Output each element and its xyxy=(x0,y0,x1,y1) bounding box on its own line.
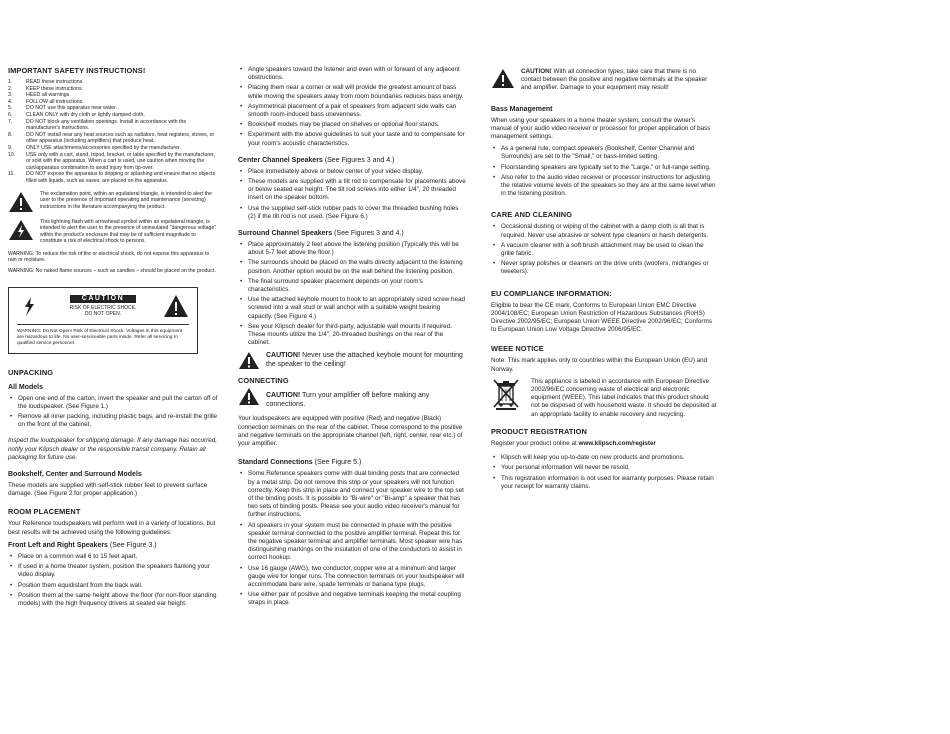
bookshelf-text: These models are supplied with self-stick rubber feet to prevent surface damage. (See Figure 2 for proper application.) xyxy=(8,482,208,498)
list-item: • Occasional dusting or wiping of the cabinet with a damp cloth is all that is required. Never use abrasive or solvent type cleaners or harsh detergents. xyxy=(491,223,717,239)
list-item: • Some Reference speakers come with dual binding posts that are connected by a metal strip. Do not remove this strip or your speakers will not function correctly. Keep this strip in place and connect your speaker wire to the top set of the binding posts. It is possible to "Bi-wire" or "Bi-amp" a speaker that has two sets of binding posts. Please see your audio video receiver's manual for further instructions. xyxy=(238,470,466,519)
warning-flame: WARNING: No naked flame sources – such as candles – should be placed on the product. xyxy=(8,268,216,275)
weee-title: WEEE NOTICE xyxy=(491,344,544,354)
caution-terminal-bold: CAUTION! xyxy=(521,68,552,75)
list-item: • Place approximately 2 feet above the listening position (Typically this will be about 5-7 feet above the floor.) xyxy=(238,241,466,257)
list-item: • The surrounds should be placed on the walls directly adjacent to the listening position. Another option would be on the wall behind the listening position. xyxy=(238,259,466,275)
lightning-warning-icon xyxy=(17,294,43,318)
caution-note: WARNING: Do Not Open! Risk of Electrical Shock. Voltages in this equipment are hazardous to life. No user-serviceable parts inside. Refer all servicing to qualified service personnel. xyxy=(17,324,189,347)
caution-label xyxy=(8,287,198,354)
safety-item-text: ONLY USE attachments/accessories specified by the manufacturer. xyxy=(26,144,181,151)
room-placement-text: Your Reference loudspeakers will perform well in a variety of locations, but best results will be achieved using the following guidelines: xyxy=(8,520,216,536)
list-item: • Floorstanding speakers are typically set to the "Large," or full-range setting. xyxy=(491,164,717,172)
weee-notice xyxy=(491,378,717,419)
care-title: CARE AND CLEANING xyxy=(491,210,573,220)
placement-guidelines-list xyxy=(238,66,466,148)
safety-item-number: 9. xyxy=(8,144,13,151)
list-item: • Also refer to the audio video receiver or processor instructions for adjusting the relative volume levels of the speakers so they are at the same level when in the listening position. xyxy=(491,174,717,199)
safety-item xyxy=(8,119,218,132)
list-item: • Klipsch will keep you up-to-date on new products and promotions. xyxy=(491,454,717,462)
lightning-notice xyxy=(8,219,218,245)
list-item: • Use 16 gauge (AWG), two conductor, copper wire at a minimum and larger gauge wire for longer runs. The connection terminals on your loudspeaker will accommodate bare wire, spade terminals or banana type plugs. xyxy=(238,565,466,590)
safety-item-text: FOLLOW all instructions. xyxy=(26,98,84,105)
list-item: • If used in a home theater system, position the speakers flanking your video display. xyxy=(8,563,218,579)
registration-list xyxy=(491,454,717,491)
bookshelf-title: Bookshelf, Center and Surround Models xyxy=(8,471,142,479)
list-item: • Asymmetrical placement of a pair of speakers from adjacent side walls can smooth room-induced bass unevenness. xyxy=(238,103,466,119)
safety-item-text: KEEP these instructions. xyxy=(26,85,83,92)
weee-note: Note: This mark applies only to countries within the European Union (EU) and Norway. xyxy=(491,357,708,373)
front-speakers-heading: Front Left and Right Speakers xyxy=(8,541,108,549)
list-item: • See your Klipsch dealer for third-party, adjustable wall mounts if required. These mounts utilize the 1/4", 20-threaded bushings on the rear of the cabinet. xyxy=(238,323,466,348)
standard-connections-ref: (See Figure 5.) xyxy=(312,459,362,467)
safety-item xyxy=(8,92,218,99)
lightning-text: This lightning flash with arrowhead symbol within an equilateral triangle, is intended to alert the user to the presence of uninsulated "dangerous voltage" within the product's enclosure that may be of sufficient magnitude to constitute a risk of electrical shock to persons. xyxy=(40,218,217,245)
connecting-title: CONNECTING xyxy=(238,376,289,386)
safety-item xyxy=(8,86,218,93)
bass-list xyxy=(491,145,717,198)
list-item: • Use the attached keyhole mount to hook to an appropriately sized screw head screwed into a wall stud or wall anchor with a suitable weight bearing capacity. (See Figure 4.) xyxy=(238,296,466,321)
eu-compliance-text: Eligible to bear the CE mark, Conforms to European Union EMC Directive 2004/108/EC; European Union Restriction of Hazardous Substances (RoHS) Directive 2002/95/EC; European Union WEEE Directive 2002/96/EC; Conforms to European Union Low Voltage Directive 2006/95/EC. xyxy=(491,301,712,334)
eu-compliance-title: EU COMPLIANCE INFORMATION: xyxy=(491,288,612,298)
center-channel-ref: (See Figures 3 and 4.) xyxy=(322,156,395,164)
center-list xyxy=(238,168,466,221)
exclamation-warning-icon xyxy=(8,191,34,213)
safety-item-number: 1. xyxy=(8,79,13,85)
standard-connections-heading: Standard Connections xyxy=(238,459,313,467)
standard-connections-title xyxy=(238,458,466,467)
safety-item-number: 10. xyxy=(8,151,16,158)
safety-item xyxy=(8,105,218,112)
safety-item xyxy=(8,132,218,145)
safety-item-text: HEED all warnings. xyxy=(26,92,71,99)
caution-line1: RISK OF ELECTRIC SHOCK. xyxy=(69,304,137,311)
list-item: • Place immediately above or below center of your video display. xyxy=(238,168,466,176)
standard-list xyxy=(238,470,466,607)
keyhole-caution xyxy=(238,351,466,370)
unpacking-list xyxy=(8,395,218,430)
safety-item-text: DO NOT expose the apparatus to dripping or splashing and ensure that no objects filled with liquids, such as vases, are placed on the apparatus. xyxy=(26,171,216,184)
warning-rain: WARNING: To reduce the risk of fire or electrical shock, do not expose this apparatus to rain or moisture. xyxy=(8,250,210,264)
exclamation-warning-icon xyxy=(238,351,260,370)
list-item: • Use the supplied self-stick rubber pads to cover the threaded bushing holes (2) if the tilt rod is not used. (See Figure 6.) xyxy=(238,205,466,221)
all-models-title: All Models xyxy=(8,383,44,391)
bass-management-text: When using your speakers in a home theater system, consult the owner's manual of your audio video receiver or processor for proper application of bass management settings. xyxy=(491,116,711,141)
safety-item xyxy=(8,145,218,152)
safety-item-text: DO NOT install near any heat sources such as radiators, heat registers, stoves, or other apparatus (including amplifiers) that produce heat. xyxy=(26,131,215,145)
list-item: • Remove all inner packing, including plastic bags, and re-install the grille on the front of the cabinet. xyxy=(8,413,218,429)
lightning-warning-icon xyxy=(8,219,34,241)
crossed-bin-icon xyxy=(491,378,521,410)
front-speakers-title xyxy=(8,541,218,550)
inspect-text: Inspect the loudspeaker for shipping damage. If any damage has occurred, notify your Klipsch dealer or the responsible transit company. Retain all packaging for future use. xyxy=(8,437,217,461)
surround-channel-title xyxy=(238,229,466,238)
bass-management-title: Bass Management xyxy=(491,105,553,113)
list-item: • Place on a common wall 6 to 15 feet apart. xyxy=(8,553,218,561)
safety-item-number: 7. xyxy=(8,118,13,125)
safety-list xyxy=(8,79,218,185)
exclamation-warning-icon xyxy=(491,68,515,89)
safety-item-number: 8. xyxy=(8,131,13,138)
safety-item xyxy=(8,79,218,86)
caution-keyhole-text: Never use the attached keyhole mount for mounting the speaker to the ceiling! xyxy=(266,352,463,369)
caution-word: CAUTION xyxy=(70,295,137,303)
terminal-caution xyxy=(491,68,717,93)
surround-channel-ref: (See Figures 3 and 4.) xyxy=(332,230,404,238)
safety-item xyxy=(8,112,218,119)
front-speakers-ref: (See Figure 3.) xyxy=(107,541,157,549)
list-item: • Never spray polishes or cleaners on the drive units (woofers, midranges or tweeters). xyxy=(491,260,717,276)
amplifier-caution xyxy=(238,387,466,409)
safety-title: IMPORTANT SAFETY INSTRUCTIONS! xyxy=(8,66,146,75)
room-placement-title: ROOM PLACEMENT xyxy=(8,507,81,517)
list-item: • As a general rule, compact speakers (Bookshelf, Center Channel and Surrounds) are set to the "Small," or bass-limited setting. xyxy=(491,145,717,161)
safety-item-number: 3. xyxy=(8,92,13,99)
exclamation-warning-icon xyxy=(238,387,260,406)
list-item: • Placing them near a corner or wall will provide the greatest amount of bass while moving the speakers away from room boundaries reduces bass energy. xyxy=(238,84,466,100)
center-channel-title xyxy=(238,156,466,165)
list-item: • Bookshelf models may be placed on shelves or optional floor stands. xyxy=(238,121,466,129)
safety-item-number: 4. xyxy=(8,98,13,105)
weee-text: This appliance is labeled in accordance with European Directive 2002/96/EC concerning waste of electrical and electronic equipment (WEEE). This label indicates that this product should not be disposed of with household waste. It should be deposited at an appropriate facility to enable recovery and recycling. xyxy=(531,377,717,418)
registration-text xyxy=(491,440,717,448)
registration-link[interactable]: www.klipsch.com/register xyxy=(578,439,656,447)
registration-prefix: Register your product online at xyxy=(491,439,579,447)
safety-item xyxy=(8,171,218,184)
list-item: • Position them equidistant from the back wall. xyxy=(8,582,218,590)
safety-item-text: CLEAN ONLY with dry cloth or lightly damped cloth. xyxy=(26,111,145,118)
exclamation-text: The exclamation point, within an equilateral triangle, is intended to alert the user to the presence of important operating and maintenance (servicing) instructions in the literature accompanying the product. xyxy=(40,190,212,210)
caution-amp-text: Turn your amplifier off before making any connections. xyxy=(266,392,430,409)
list-item: • These models are supplied with a tilt rod to compensate for placements above or below seated ear height. The tilt rod screws into either 1/4", 20 threaded insert on the speaker bottom. xyxy=(238,178,466,203)
list-item: • This registration information is not used for warranty purposes. Please retain your receipt for warranty claims. xyxy=(491,475,717,491)
safety-item-text: READ these instructions. xyxy=(26,79,84,85)
list-item: • All speakers in your system must be connected in phase with the positive speaker terminal connected to the positive amplifier terminal. Repeat this for the negative speaker terminal and amplifier terminals. Most speaker wire has distinguishing markings on the insulation of one of the conductors to assist in correct hookup. xyxy=(238,522,466,563)
caution-terminal-text: With all connection types, take care that there is no contact between the positive and negative terminals at the speaker and amplifier. Damage to your equipment may result! xyxy=(521,68,708,92)
caution-amp-bold: CAUTION! xyxy=(266,392,301,400)
safety-item-text: DO NOT block any ventilation openings. Install in accordance with the manufacturer's instructions. xyxy=(26,118,187,132)
list-item: • Position them at the same height above the floor (for non-floor standing models) with the high frequency drivers at seated ear height. xyxy=(8,592,218,608)
registration-title: PRODUCT REGISTRATION xyxy=(491,426,587,436)
safety-item-number: 5. xyxy=(8,105,13,112)
list-item: • Angle speakers toward the listener and even with or forward of any adjacent obstructions. xyxy=(238,66,466,82)
care-list xyxy=(491,223,717,276)
surround-list xyxy=(238,241,466,347)
caution-keyhole-bold: CAUTION! xyxy=(266,352,301,360)
column-right xyxy=(491,62,717,493)
center-channel-heading: Center Channel Speakers xyxy=(238,156,323,164)
safety-item-number: 2. xyxy=(8,85,13,92)
list-item: • Use either pair of positive and negative terminals keeping the metal coupling straps in place. xyxy=(238,591,466,607)
safety-item-number: 6. xyxy=(8,111,13,118)
list-item: • Experiment with the above guidelines to suit your taste and to compensate for your room's acoustic characteristics. xyxy=(238,131,466,147)
unpacking-title: UNPACKING xyxy=(8,367,54,377)
surround-channel-heading: Surround Channel Speakers xyxy=(238,230,333,238)
column-left xyxy=(8,62,218,610)
list-item: • Open one end of the carton, invert the speaker and pull the carton off of the loudspeaker. (See Figure 1.) xyxy=(8,395,218,411)
safety-item-text: USE only with a cart, stand, tripod, bracket, or table specified by the manufacturer, or sold with the apparatus. When a cart is used, use caution when moving the cart/apparatus combination to avoid injury from tip-over. xyxy=(26,151,215,171)
list-item: • The final surround speaker placement depends on your room's characteristics. xyxy=(238,278,466,294)
caution-line2: DO NOT OPEN. xyxy=(84,310,122,317)
list-item: • A vacuum cleaner with a soft brush attachment may be used to clean the grille fabric. xyxy=(491,242,717,258)
safety-item xyxy=(8,99,218,106)
front-list xyxy=(8,553,218,608)
connecting-text: Your loudspeakers are equipped with positive (Red) and negative (Black) connection terminals on the rear of the cabinet. These correspond to the positive and negative terminals on the appropriate channel (left, right, center, rear etc.) of your amplifier. xyxy=(238,415,463,448)
column-middle xyxy=(238,62,466,610)
safety-item-number: 11. xyxy=(8,171,15,178)
safety-item-text: DO NOT use this apparatus near water. xyxy=(26,105,118,112)
safety-item xyxy=(8,152,218,172)
exclamation-warning-icon xyxy=(163,294,189,318)
list-item: • Your personal information will never be resold. xyxy=(491,464,717,472)
exclamation-notice xyxy=(8,191,218,213)
